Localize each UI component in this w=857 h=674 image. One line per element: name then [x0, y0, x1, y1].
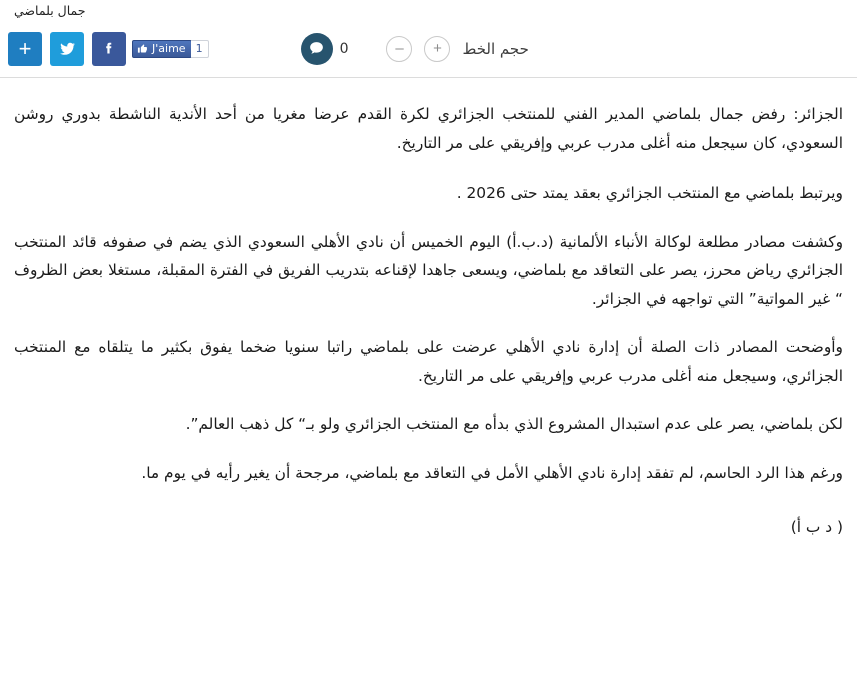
article-paragraph: لكن بلماضي، يصر على عدم استبدال المشروع الذي بدأه مع المنتخب الجزائري ولو بـ“ كل ذهب العالم”. — [185, 415, 843, 433]
twitter-icon — [58, 41, 77, 57]
comments-control[interactable] — [301, 33, 349, 65]
font-size-control — [386, 36, 530, 62]
font-size-decrease-button[interactable] — [386, 36, 412, 62]
google-plus-share-button[interactable] — [8, 32, 42, 66]
article-body — [0, 78, 857, 542]
facebook-like-label: J'aime — [152, 41, 186, 55]
share-button-group — [8, 32, 209, 66]
facebook-share-button[interactable] — [92, 32, 126, 66]
plus-icon: + — [433, 40, 442, 57]
article-paragraph: ورغم هذا الرد الحاسم، لم تفقد إدارة نادي الأهلي الأمل في التعاقد مع بلماضي، مرجحة أن يغير رأيه في يوم ما. — [141, 463, 843, 482]
article-paragraph: وكشفت مصادر مطلعة لوكالة الأنباء الألمانية (د.ب.أ) اليوم الخميس أن نادي الأهلي السعودي الذي يضم في صفوفه قائد المنتخب الجزائري رياض محرز، يصر على التعاقد مع بلماضي، ويسعى جاهدا لإقناعه بتدريب الفريق في الفترة المقبلة، مستغلا بعض الظروف “ غير المواتية” التي تواجهه في الجزائر. — [14, 232, 843, 308]
minus-icon: – — [395, 40, 404, 57]
comment-icon[interactable] — [301, 33, 333, 65]
facebook-like-widget[interactable] — [132, 39, 209, 59]
article-toolbar — [0, 20, 857, 78]
plus-icon: + — [18, 35, 32, 61]
font-size-label: حجم الخط — [462, 39, 529, 58]
byline — [0, 0, 857, 20]
facebook-like-count: 1 — [191, 40, 209, 58]
twitter-share-button[interactable] — [50, 32, 84, 66]
facebook-icon — [100, 40, 118, 58]
article-paragraph: ويرتبط بلماضي مع المنتخب الجزائري بعقد يمتد حتى 2026 . — [456, 184, 843, 202]
article-paragraph: وأوضحت المصادر ذات الصلة أن إدارة نادي الأهلي عرضت على بلماضي راتبا سنويا ضخما يفوق بكثير ما يتلقاه مع المنتخب الجزائري، وسيجعل منه أغلى مدرب عربي وإفريقي على مر التاريخ. — [14, 338, 843, 385]
facebook-like-button[interactable] — [132, 40, 192, 58]
article-paragraph: الجزائر: رفض جمال بلماضي المدير الفني للمنتخب الجزائري لكرة القدم عرضا مغريا من أحد الأندية الناشطة بدوري روشن السعودي، كان سيجعل منه أغلى مدرب عربي وإفريقي على مر التاريخ. — [14, 105, 843, 152]
article-signature: ( د ب أ) — [790, 518, 843, 536]
thumbs-up-icon — [137, 43, 149, 55]
byline-author: جمال بلماضي — [14, 3, 86, 18]
font-size-increase-button[interactable] — [424, 36, 450, 62]
comment-count: 0 — [339, 40, 349, 57]
